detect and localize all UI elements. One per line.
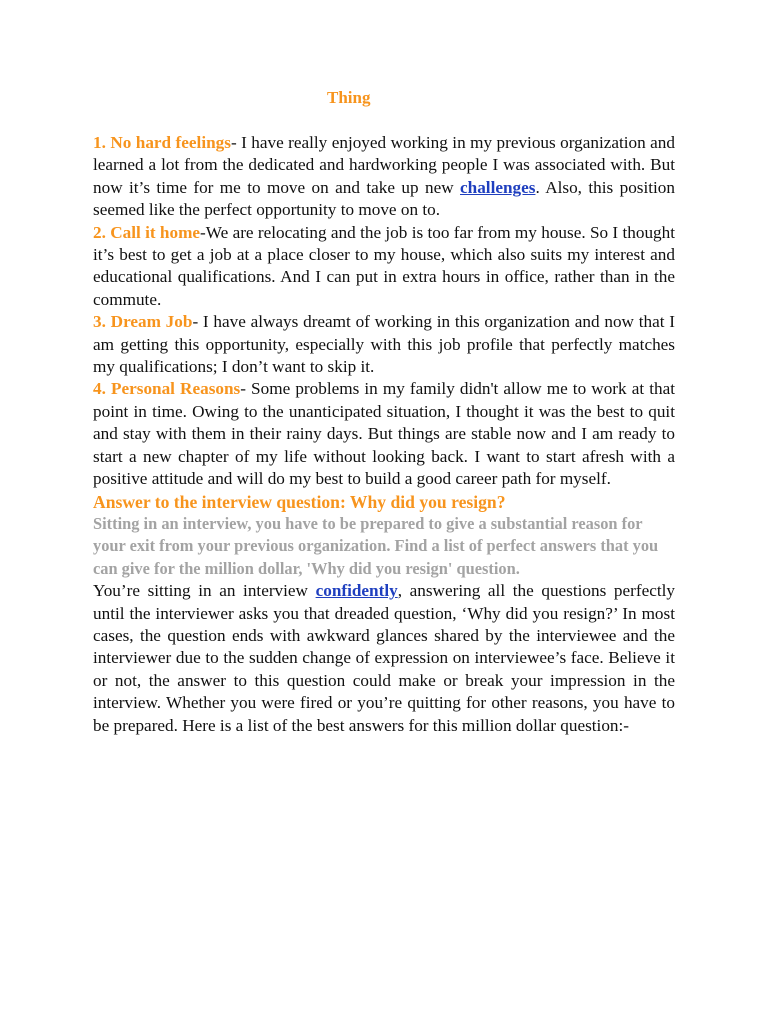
body-text-tail: , answering all the questions perfectly until the interviewer asks you that dreaded question, ‘Why did you resign?’ In most cases, the question ends with awkward glances shared by the interviewee and the interviewer due to the sudden change of expression on interviewee’s face. Believe it or not, the answer to this question could make or break your impression in the interview. Whether you were fired or you’re quitting for other reasons, you have to be prepared. Here is a list of the best answers for this million dollar question:-	[93, 581, 675, 735]
question-heading: Answer to the interview question: Why did you resign?	[93, 491, 506, 512]
confidently-link[interactable]: confidently	[315, 581, 398, 601]
page-title: Thing	[327, 88, 371, 107]
document-body	[93, 132, 675, 737]
reason-item-4	[93, 378, 675, 490]
reason-text: - I have always dreamt of working in this organization and now that I am getting this opportunity, especially with this job profile that perfectly matches my qualifications; I don’t want to skip it.	[93, 312, 675, 377]
challenges-link[interactable]: challenges	[460, 177, 536, 197]
reason-heading: 2. Call it home	[93, 222, 201, 242]
body-paragraph	[93, 580, 675, 737]
reason-text: -We are relocating and the job is too far from my house. So I thought it’s best to get a job at a place closer to my house, which also suits my interest and educational qualifications. And I can put in extra hours in office, rather than in the commute.	[93, 222, 676, 309]
reason-heading: 1. No hard feelings	[93, 133, 231, 152]
reason-item-2	[93, 222, 675, 312]
body-text: You’re sitting in an interview	[93, 581, 316, 601]
reason-item-1	[93, 132, 675, 222]
intro-paragraph: Sitting in an interview, you have to be prepared to give a substantial reason for your exit from your previous organization. Find a list of perfect answers that you can give for the million dollar, 'Why did you resign' question.	[93, 513, 659, 578]
reason-text: - Some problems in my family didn't allow me to work at that point in time. Owing to the unanticipated situation, I thought it was the best to quit and stay with them in their rainy days. But things are stable now and I am ready to start a new chapter of my life without looking back. I want to start afresh with a positive attitude and will do my best to build a good career path for myself.	[93, 379, 675, 489]
reason-heading: 3. Dream Job	[93, 312, 193, 332]
reason-item-3	[93, 311, 675, 378]
reason-text: - I have really enjoyed working in my previous organization and learned a lot from the dedicated and hardworking people I was associated with. But now it’s time for me to move on and take up new	[93, 133, 675, 197]
reason-heading: 4. Personal Reasons	[93, 379, 241, 399]
reason-text-tail: . Also, this position seemed like the perfect opportunity to move on to.	[93, 177, 675, 220]
